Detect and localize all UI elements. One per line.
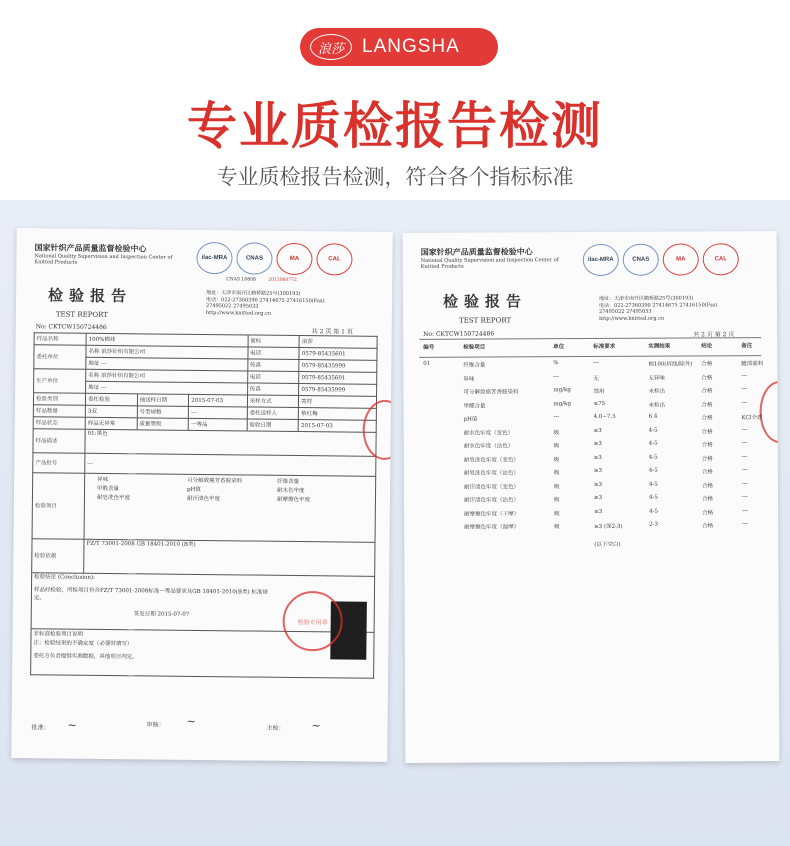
result-cell: 4-5 (648, 467, 658, 474)
result-cell: 级 (554, 510, 560, 517)
result-cell: --- (741, 399, 748, 406)
result-cell: 耐水色牢度（变色） (463, 429, 514, 437)
result-cell: 耐汗渍色牢度（变色） (463, 483, 519, 491)
result-cell: ≥3 (593, 454, 602, 461)
accreditation-badges (196, 242, 352, 276)
maker-label: 主检： (266, 724, 285, 732)
result-row (424, 494, 766, 506)
cnas-badge-icon: CNAS (236, 242, 272, 274)
result-cell: 级 (553, 470, 560, 477)
checker-label: 审核： (146, 721, 165, 729)
table-row: 样品名称 100%棉袜 商标 浪莎 (34, 333, 377, 349)
result-cell: 级 (553, 443, 560, 450)
institute-address: 地址：天津市南开区鹤桥路25号(300193) 电话：022-27360390 27414675 27416150(Fax) 27495022 27495033 http://www.knitted.org.cn (598, 295, 718, 322)
result-cell: 级 (554, 524, 560, 531)
result-cell: ≥3 (593, 427, 602, 434)
report-title-en: TEST REPORT (459, 316, 512, 325)
cal-badge-icon: CAL (703, 243, 739, 275)
table-header: 编号 检验项目 单位 标准要求 实测结果 结论 备注 (423, 343, 753, 351)
result-row (424, 508, 766, 520)
result-cell: ≥3 (深2-3) (594, 523, 623, 530)
result-cell: 甲醛含量 (463, 403, 486, 410)
table-row: 检验类别 委托检验 抽送样日期 2015-07-03 采样方式 寄样 (33, 393, 376, 409)
institute-name-en: National Quality Supervision and Inspection Center of Knitted Products (34, 253, 173, 266)
result-cell: 合格 (701, 455, 713, 462)
page-indicator: 共 2 页 第 2 页 (693, 331, 735, 339)
result-cell: --- (741, 440, 748, 447)
result-cell: 合格 (701, 482, 713, 489)
result-cell: pH值 (463, 416, 478, 423)
checker-signature: ~ (186, 714, 196, 728)
brand-name: LANGSHA (362, 36, 460, 57)
result-cell: 纤维含量 (463, 362, 486, 369)
table-row: 生产单位 名称 浪莎针织有限公司 电话 0579-85435601 (34, 369, 377, 385)
result-cell: mg/kg (553, 400, 571, 407)
maker-signature: ~ (311, 719, 321, 733)
result-cell: 耐水色牢度（沾色） (463, 443, 514, 450)
result-row (424, 521, 766, 533)
inspection-stamp-icon: 检验专用章 (282, 591, 343, 652)
result-cell: ≥3 (593, 494, 603, 501)
result-cell: 4-5 (648, 481, 658, 488)
result-row (423, 386, 765, 398)
result-cell: 6.4 (648, 413, 658, 420)
brand-pill (300, 28, 498, 66)
approver-signature: ~ (67, 718, 77, 732)
result-cell: --- (741, 372, 747, 379)
result-cell: 合格 (701, 496, 714, 503)
result-cell: 未检出 (648, 388, 665, 395)
result-cell: 01 (423, 360, 431, 367)
result-row (423, 400, 765, 412)
result-cell: 4-5 (648, 427, 658, 434)
result-row (424, 481, 766, 493)
result-cell: --- (741, 386, 748, 393)
result-cell: ≥3 (593, 440, 602, 447)
ilac-badge-icon: ilac-MRA (196, 242, 232, 274)
result-cell: --- (741, 494, 748, 501)
accreditation-badges (583, 243, 739, 276)
result-cell: 耐皂洗色牢度（变色） (463, 456, 519, 464)
result-cell: 耐汗渍色牢度（沾色） (464, 497, 520, 504)
cnas-code: CNAS L0808 (226, 277, 256, 283)
result-cell: 合格 (702, 509, 714, 516)
result-cell: mg/kg (553, 387, 571, 394)
result-cell: 级 (553, 429, 560, 436)
result-cell: 腿部面料 (741, 361, 764, 368)
result-cell: --- (741, 480, 748, 487)
report-title: 检验报告 (442, 292, 528, 311)
institute-name: 国家针织产品质量监督检验中心 (34, 242, 147, 254)
result-cell: 棉100(拆线/除外) (648, 361, 693, 368)
cma-badge-icon: MA (276, 243, 312, 275)
result-cell: ≤75 (593, 400, 606, 407)
result-cell: --- (553, 414, 560, 421)
result-cell: --- (742, 507, 748, 514)
result-cell: 合格 (701, 428, 713, 435)
result-row (424, 413, 766, 425)
report-number: No: CKTCW150724486 (35, 323, 107, 331)
result-cell: --- (553, 373, 559, 380)
result-cell: 合格 (701, 388, 713, 395)
table-row: 地址 --- 传真 0579-85435999 (34, 381, 377, 397)
table-row: 样品描述 01:黑色 (33, 429, 376, 457)
table-row: 样品数量 3双 号型规格 --- 委托送样人 柴红梅 (33, 405, 376, 421)
page-indicator: 共 2 页 第 1 页 (311, 328, 353, 336)
approver-label: 批准： (31, 724, 50, 732)
result-cell: 异味 (463, 376, 475, 383)
cma-badge-icon: MA (663, 243, 699, 275)
result-row (424, 467, 766, 479)
result-cell: % (553, 360, 559, 367)
table-row: 检验结论 (Conclusion): 样品经检验，所检项目符合FZ/T 73001-2008标准一等品要求及GB 18401-2010(B类) 标准规定。 签发日期 2015-07-07 (31, 573, 375, 633)
cal-badge-icon: CAL (316, 243, 352, 275)
blank-note: (以下空白) (594, 541, 621, 548)
result-cell: ≥3 (594, 508, 603, 515)
table-row: 地址 --- 传真 0579-85435999 (34, 357, 377, 373)
result-cell: KCl介质 (741, 415, 763, 422)
result-cell: 4-5 (649, 508, 658, 515)
result-cell: 级 (554, 497, 560, 504)
result-cell: 2-3 (649, 521, 659, 528)
cma-code: 2012000772 (268, 277, 297, 283)
result-row (424, 454, 766, 466)
result-cell: 耐摩擦色牢度（湿摩） (464, 524, 520, 531)
table-row: 样品状态 样品无异常 质量等级 一等品 验收日期 2015-07-03 (33, 417, 376, 433)
report-number: No: CKTCW150724486 (423, 330, 495, 338)
result-cell: 耐皂洗色牢度（沾色） (463, 470, 519, 477)
result-cell: --- (593, 359, 599, 366)
result-row (423, 359, 765, 371)
result-cell: ≥3 (593, 467, 602, 474)
ilac-badge-icon: ilac-MRA (583, 244, 619, 276)
result-cell: 合格 (701, 442, 713, 449)
result-cell: 未检出 (648, 402, 666, 409)
report-title: 检验报告 (47, 286, 133, 306)
institute-name-en: National Quality Supervision and Inspection Center of Knitted Products (420, 257, 559, 270)
page-subline: 专业质检报告检测，符合各个指标标准 (216, 165, 574, 189)
result-cell: --- (741, 426, 748, 433)
test-report-page-1 (11, 228, 393, 762)
result-cell: --- (741, 453, 748, 460)
result-cell: 4-5 (648, 454, 658, 461)
table-row: 非标准检验项目说明 注：检验结果的不确定度（必要时填写） 委托方负责提供实测数据，其他项目判定。 (31, 629, 374, 679)
result-cell: 合格 (702, 523, 714, 530)
result-cell: 无异味 (648, 375, 665, 382)
result-cell: 合格 (701, 361, 713, 368)
table-row: 检验依据 FZ/T 73001-2008 GB 18401-2010 (B类) (32, 539, 375, 577)
result-cell: 无 (593, 375, 599, 382)
result-cell: 合格 (701, 415, 713, 422)
cnas-badge-icon: CNAS (623, 244, 659, 276)
result-cell: 合格 (701, 374, 713, 381)
institute-name: 国家针织产品质量监督检验中心 (420, 246, 533, 257)
report-title-en: TEST REPORT (55, 310, 109, 320)
table-row: 检验项目 异味 可分解致癌芳香胺染料 纤维含量 甲醛含量 pH值 耐水色牢度 耐皂洗色牢度 耐汗渍色牢度 耐摩擦色牢度 (32, 473, 376, 543)
result-cell: 可分解致癌芳香胺染料 (463, 389, 519, 396)
result-cell: 级 (553, 456, 560, 463)
result-cell: 级 (553, 483, 560, 490)
brand-logo: 浪莎 (310, 34, 352, 60)
table-row: 产品批号 --- (33, 453, 376, 477)
result-cell: 4.0~7.5 (593, 413, 616, 420)
result-cell: 合格 (701, 469, 713, 476)
result-cell: 4-5 (648, 440, 658, 447)
page-headline: 专业质检报告检测 (187, 97, 603, 155)
result-row (424, 440, 766, 452)
institute-address: 地址：天津市南开区鹤桥路25号(300193) 电话：022-27360390 27414675 27416150(Fax) 27495022 27495033 http://www.knitted.org.cn (205, 290, 325, 317)
table-row: 委托单位 名称 浪莎针织有限公司 电话 0579-85435601 (34, 345, 377, 361)
test-report-page-2 (403, 231, 780, 763)
divider (419, 355, 761, 358)
result-cell: --- (742, 521, 748, 528)
result-cell: 合格 (701, 401, 713, 408)
result-row (424, 427, 766, 439)
result-cell: 耐摩擦色牢度（干摩） (464, 510, 520, 518)
result-row (423, 373, 765, 385)
result-cell: 4-5 (648, 494, 658, 501)
result-cell: 禁用 (593, 388, 605, 395)
result-cell: ≥3 (593, 481, 603, 488)
header-area (0, 0, 790, 200)
result-cell: --- (741, 467, 748, 474)
